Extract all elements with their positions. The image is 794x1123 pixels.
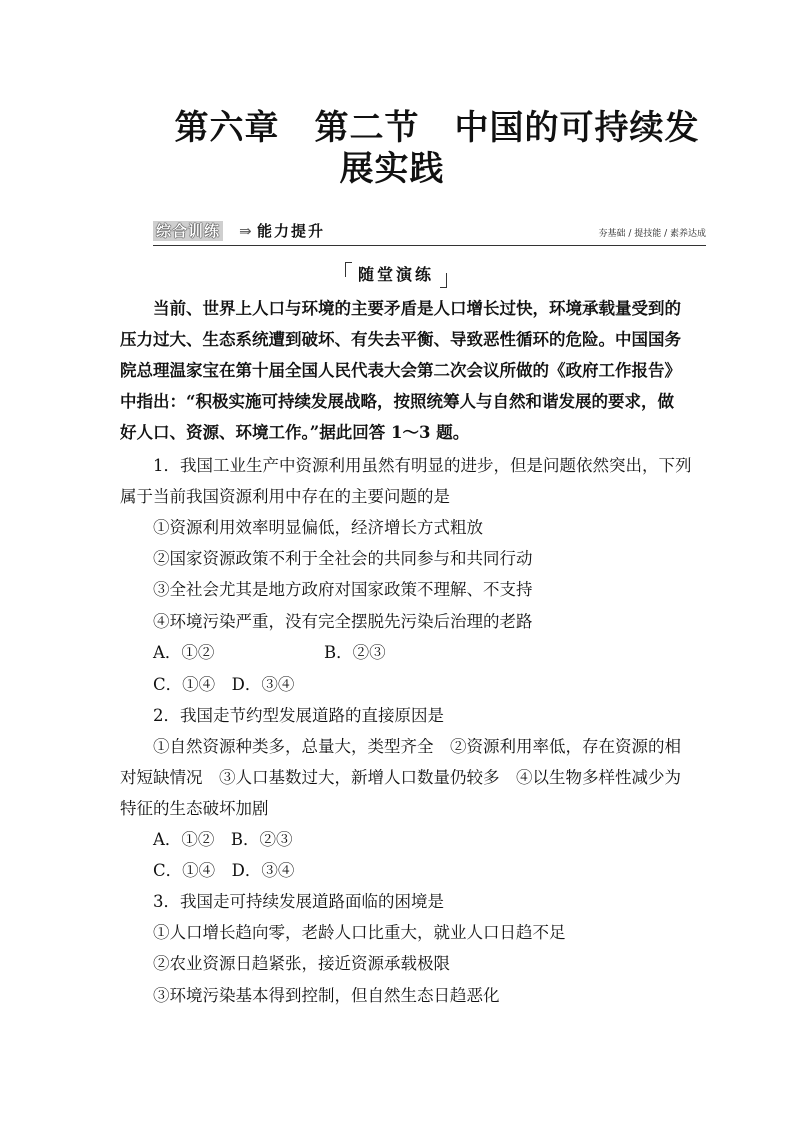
question-stem: 属于当前我国资源利用中存在的主要问题的是 (120, 487, 450, 506)
section-bar (153, 221, 706, 246)
answer-option: C．①④ D．③④ (153, 675, 295, 694)
answer-option: A．①② (153, 643, 215, 662)
answer-option: A．①② B．②③ (153, 830, 293, 849)
passage-line: 当前、世界上人口与环境的主要矛盾是人口增长过快，环境承载量受到的 (153, 299, 681, 318)
subheading (345, 262, 447, 288)
statement-item: ②国家资源政策不利于全社会的共同参与和共同行动 (153, 549, 533, 568)
question-stem: 2．我国走节约型发展道路的直接原因是 (153, 706, 444, 725)
section-motto: 夯基础 / 提技能 / 素养达成 (598, 229, 706, 239)
statement-item: 对短缺情况 ③人口基数过大，新增人口数量仍较多 ④以生物多样性减少为 (120, 768, 681, 787)
statement-item: ①资源利用效率明显偏低，经济增长方式粗放 (153, 518, 483, 537)
subheading-text: 随堂演练 (357, 265, 434, 284)
statement-item: ④环境污染严重，没有完全摆脱先污染后治理的老路 (153, 612, 533, 631)
page-title-line-1: 第六章 第二节 中国的可持续发 (174, 108, 700, 148)
bracket-left (345, 262, 352, 277)
question-stem: 3．我国走可持续发展道路面临的困境是 (153, 892, 444, 911)
passage-line: 中指出：“积极实施可持续发展战略，按照统筹人与自然和谐发展的要求，做 (120, 392, 674, 411)
statement-item: ①自然资源种类多，总量大，类型齐全 ②资源利用率低，存在资源的相 (153, 737, 681, 756)
statement-item: ②农业资源日趋紧张，接近资源承载极限 (153, 954, 450, 973)
section-tag: 综合训练 (153, 221, 223, 241)
passage-line: 好人口、资源、环境工作。”据此回答 1～3 题。 (120, 423, 470, 442)
passage-line: 压力过大、生态系统遭到破坏、有失去平衡、导致恶性循环的危险。中国国务 (120, 330, 681, 349)
arrow-icon: ⇛ (239, 222, 252, 240)
answer-option: B．②③ (324, 643, 386, 662)
question-stem: 1．我国工业生产中资源利用虽然有明显的进步，但是问题依然突出，下列 (153, 456, 692, 475)
statement-item: ③全社会尤其是地方政府对国家政策不理解、不支持 (153, 580, 533, 599)
passage-line: 院总理温家宝在第十届全国人民代表大会第二次会议所做的《政府工作报告》 (120, 361, 681, 380)
statement-item: ①人口增长趋向零，老龄人口比重大，就业人口日趋不足 (153, 923, 566, 942)
statement-item: 特征的生态破坏加剧 (120, 799, 269, 818)
bracket-right (440, 273, 447, 288)
answer-option: C．①④ D．③④ (153, 861, 295, 880)
section-ability: 能力提升 (257, 222, 326, 240)
page-title-line-2: 展实践 (339, 149, 445, 189)
statement-item: ③环境污染基本得到控制，但自然生态日趋恶化 (153, 986, 500, 1005)
